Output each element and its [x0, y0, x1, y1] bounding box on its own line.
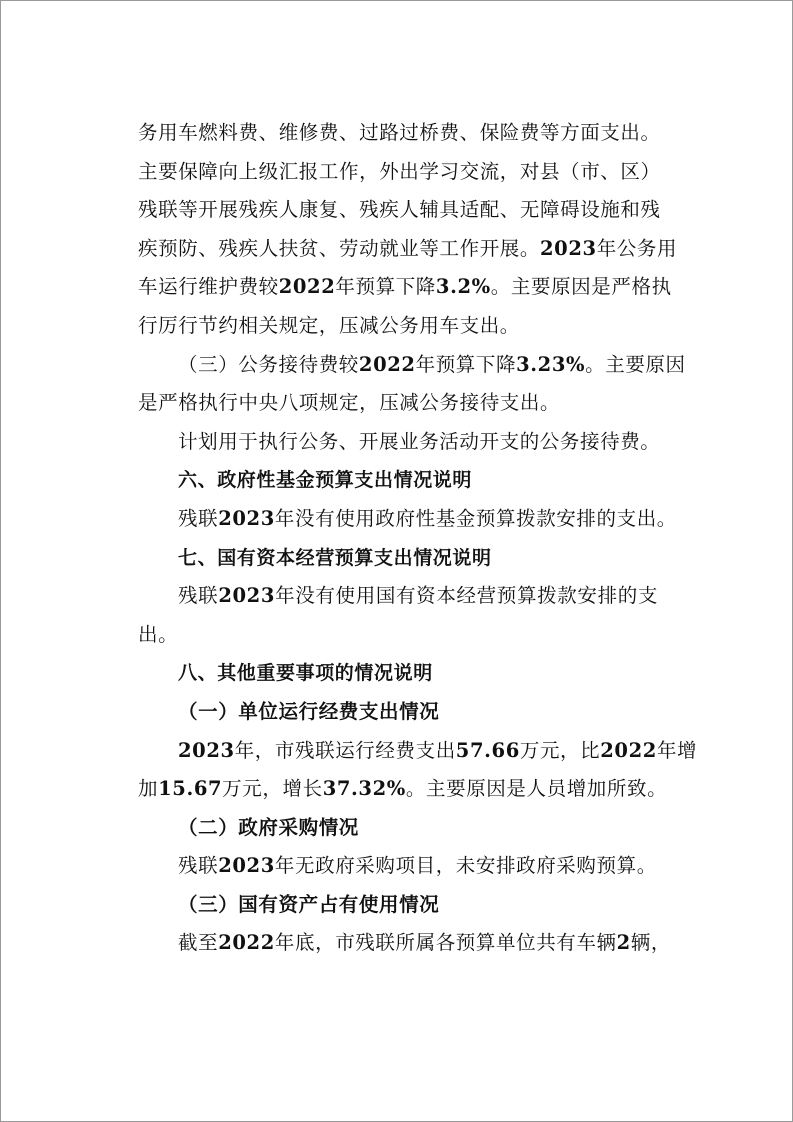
- subsection-heading: （二）政府采购情况: [178, 815, 359, 839]
- section-heading: 六、政府性基金预算支出情况说明: [178, 469, 473, 492]
- paragraph-line: 残联2023年没有使用政府性基金预算拨款安排的支出。: [178, 506, 677, 530]
- paragraph-line: （三）公务接待费较2022年预算下降3.23%。主要原因: [178, 352, 686, 376]
- numeric-value: 2023: [218, 506, 275, 530]
- paragraph-line: 2023年，市残联运行经费支出57.66万元，比2022年增: [178, 738, 698, 762]
- numeric-value: 57.66: [455, 738, 520, 762]
- paragraph-line: 疾预防、残疾人扶贫、劳动就业等工作开展。2023年公务用: [138, 236, 678, 260]
- paragraph-line: 务用车燃料费、维修费、过路过桥费、保险费等方面支出。: [138, 121, 661, 144]
- numeric-value: 2: [616, 931, 631, 955]
- section-heading: 七、国有资本经营预算支出情况说明: [178, 546, 492, 569]
- numeric-value: 2023: [218, 854, 275, 878]
- section-heading: 八、其他重要事项的情况说明: [178, 662, 433, 685]
- numeric-value: 2022: [600, 738, 657, 762]
- paragraph-line: 残联2023年无政府采购项目，未安排政府采购预算。: [178, 854, 657, 878]
- paragraph-line: 加15.67万元，增长37.32%。主要原因是人员增加所致。: [138, 777, 668, 801]
- numeric-value: 2023: [540, 236, 597, 260]
- subsection-heading: （一）单位运行经费支出情况: [178, 699, 440, 723]
- document-body: [138, 114, 698, 963]
- numeric-value: 2022: [278, 275, 336, 299]
- paragraph-line: 截至2022年底，市残联所属各预算单位共有车辆2辆，: [178, 931, 671, 955]
- paragraph-line: 计划用于执行公务、开展业务活动开支的公务接待费。: [178, 429, 661, 453]
- numeric-value: 2022: [218, 931, 275, 955]
- numeric-value: 3.23%: [516, 352, 586, 376]
- paragraph-line: 是严格执行中央八项规定，压减公务接待支出。: [138, 391, 561, 415]
- paragraph-line: 主要保障向上级汇报工作，外出学习交流，对县（市、区）: [138, 159, 661, 183]
- paragraph-line: 残联2023年没有使用国有资本经营预算拨款安排的支: [178, 584, 659, 608]
- numeric-value: 2023: [218, 584, 276, 608]
- numeric-value: 15.67: [158, 777, 223, 801]
- numeric-value: 2023: [178, 738, 235, 762]
- numeric-value: 2022: [358, 352, 416, 376]
- numeric-value: 3.2%: [435, 275, 491, 299]
- paragraph-line: 行厉行节约相关规定，压减公务用车支出。: [138, 313, 520, 337]
- paragraph-line: 车运行维护费较2022年预算下降3.2%。主要原因是严格执: [138, 275, 672, 299]
- numeric-value: 37.32%: [322, 777, 406, 801]
- paragraph-line: 残联等开展残疾人康复、残疾人辅具适配、无障碍设施和残: [138, 198, 661, 222]
- paragraph-line: 出。: [138, 622, 179, 646]
- subsection-heading: （三）国有资产占有使用情况: [178, 892, 440, 916]
